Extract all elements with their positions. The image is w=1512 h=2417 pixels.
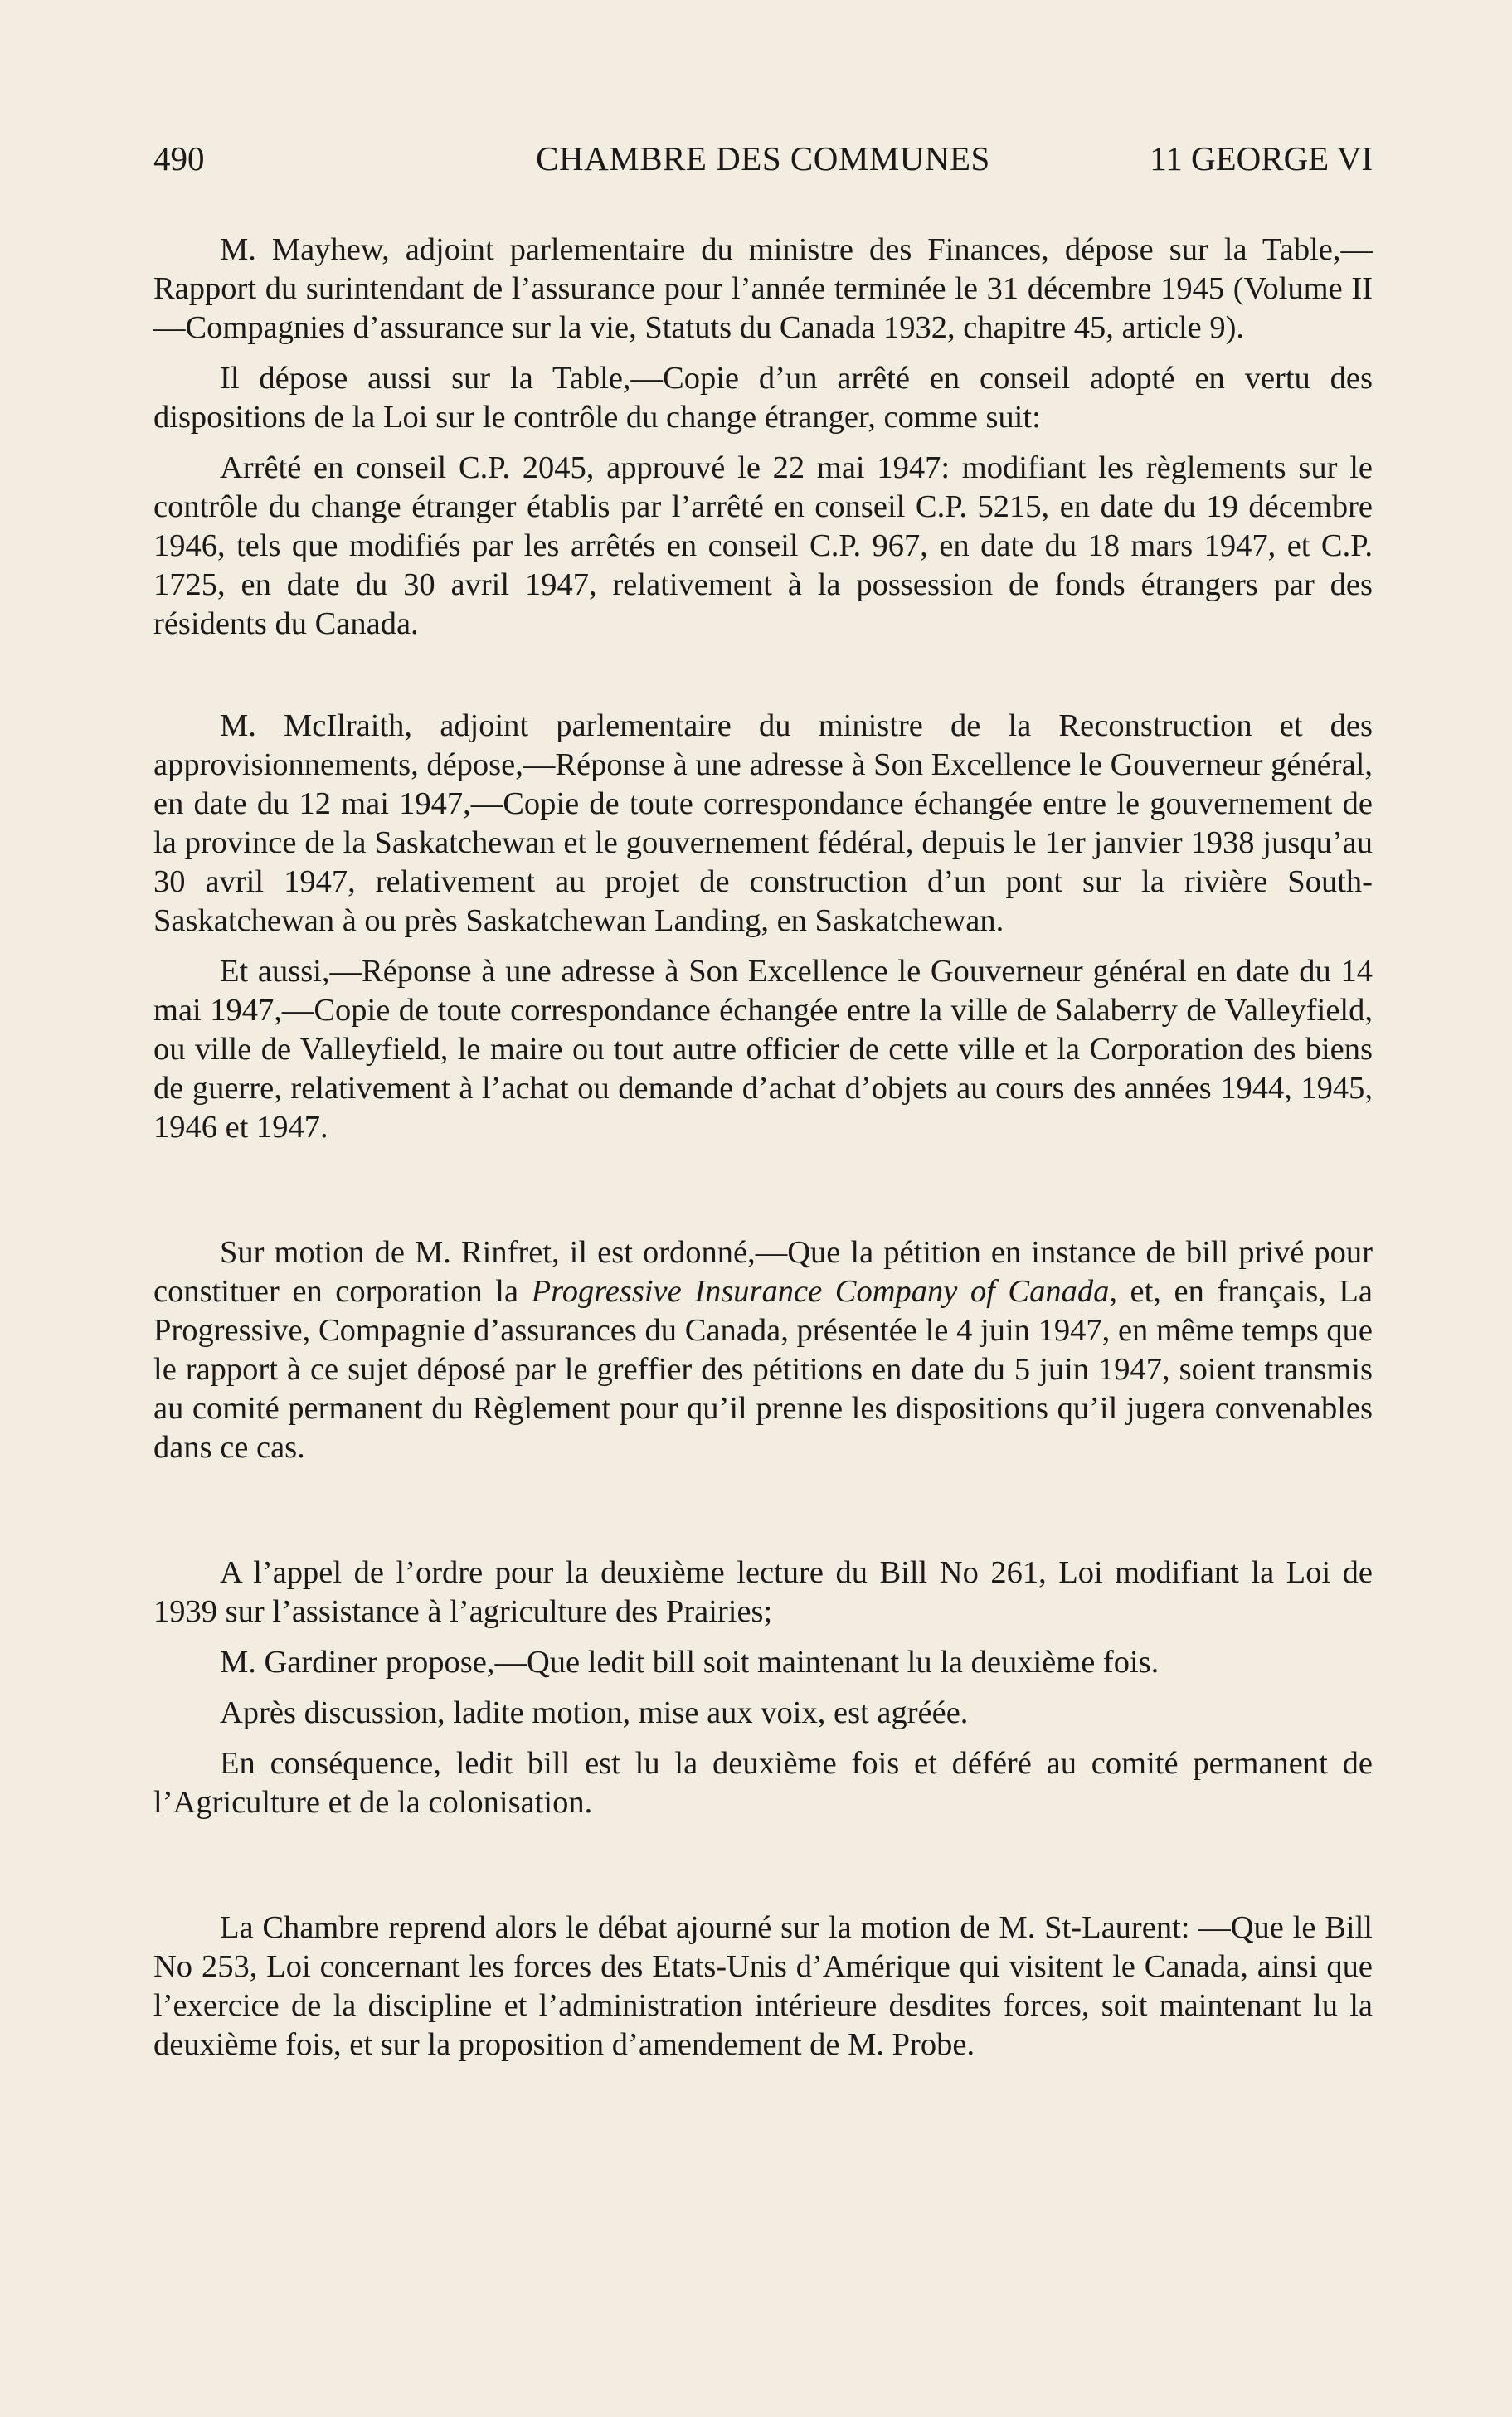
paragraph-order-in-council: Il dépose aussi sur la Table,—Copie d’un arrêté en conseil adopté en vertu des dispositions de la Loi sur le contrôle du change étranger, comme suit: (153, 361, 1373, 435)
paragraph-order-details: Arrêté en conseil C.P. 2045, approuvé le 22 mai 1947: modifiant les règlements sur le contrôle du change étranger établis par l’arrêté en conseil C.P. 5215, en date du 19 décembre 1946, tels que modifiés par les arrêtés en conseil C.P. 967, en date du 18 mars 1947, et C.P. 1725, en date du 30 avril 1947, relativement à la possession de fonds étrangers par des résidents du Canada. (153, 450, 1373, 641)
paragraph-rinfret-motion (153, 1233, 1373, 1467)
journal-body (153, 231, 1373, 2064)
company-name: Progressive Insurance Company of Canada, (531, 1274, 1117, 1309)
paragraph-adjourned-debate: La Chambre reprend alors le débat ajourné sur la motion de M. St-Laurent: —Que le Bill No 253, Loi concernant les forces des Etats-Unis d’Amérique qui visitent le Canada, ainsi que l’exercice de la discipline et l’administration intérieure desdites forces, soit maintenant lu la deuxième fois, et sur la proposition d’amendement de M. Probe. (153, 1910, 1373, 2062)
running-title: CHAMBRE DES COMMUNES (536, 139, 990, 178)
paragraph-mayhew-report: M. Mayhew, adjoint parlementaire du ministre des Finances, dépose sur la Table,—Rapport du surintendant de l’assurance pour l’année terminée le 31 décembre 1945 (Volume II—Compagnies d’assurance sur la vie, Statuts du Canada 1932, chapitre 45, article 9). (153, 232, 1373, 345)
page-header (153, 138, 1373, 179)
paragraph-valleyfield-return: Et aussi,—Réponse à une adresse à Son Excellence le Gouverneur général en date du 14 mai 1947,—Copie de toute correspondance échangée entre la ville de Salaberry de Valleyfield, ou ville de Valleyfield, le maire ou tout autre officier de cette ville et la Corporation des biens de guerre, relativement à l’achat ou demande d’achat d’objets au cours des années 1944, 1945, 1946 et 1947. (153, 954, 1373, 1145)
paragraph-gardiner-motion: M. Gardiner propose,—Que ledit bill soit maintenant lu la deuxième fois. (220, 1645, 1160, 1680)
paragraph-bill-261-order: A l’appel de l’ordre pour la deuxième lecture du Bill No 261, Loi modifiant la Loi de 1939 sur l’assistance à l’agriculture des Prairies; (153, 1555, 1373, 1629)
paragraph-mcilraith-return: M. McIlraith, adjoint parlementaire du ministre de la Reconstruction et des approvisionnements, dépose,—Réponse à une adresse à Son Excellence le Gouverneur général, en date du 12 mai 1947,—Copie de toute correspondance échangée entre le gouvernement de la province de la Saskatchewan et le gouvernement fédéral, depuis le 1er janvier 1938 jusqu’au 30 avril 1947, relativement au projet de construction d’un pont sur la rivière South-Saskatchewan à ou près Saskatchewan Landing, en Saskatchewan. (153, 708, 1373, 938)
reign-label: 11 GEORGE VI (1150, 139, 1373, 178)
motion-text-end: et, en français, La Progressive, Compagnie d’assurances du Canada, présentée le 4 juin 1947, en même temps que le rapport à ce sujet déposé par le greffier des pétitions en date du 5 juin 1947, soient transmis au comité permanent du Règlement pour qu’il prenne les dispositions qu’il jugera convenables dans ce cas. (153, 1274, 1373, 1465)
paragraph-motion-agreed: Après discussion, ladite motion, mise aux voix, est agréée. (220, 1695, 969, 1730)
motion-text-start: Sur motion de M. Rinfret, il est ordonné,—Que la pétition en instance de bill privé pour constituer en corporation la (153, 1235, 1373, 1309)
paragraph-bill-referred: En conséquence, ledit bill est lu la deuxième fois et déféré au comité permanent de l’Agriculture et de la colonisation. (153, 1746, 1373, 1820)
page-number: 490 (153, 139, 205, 178)
